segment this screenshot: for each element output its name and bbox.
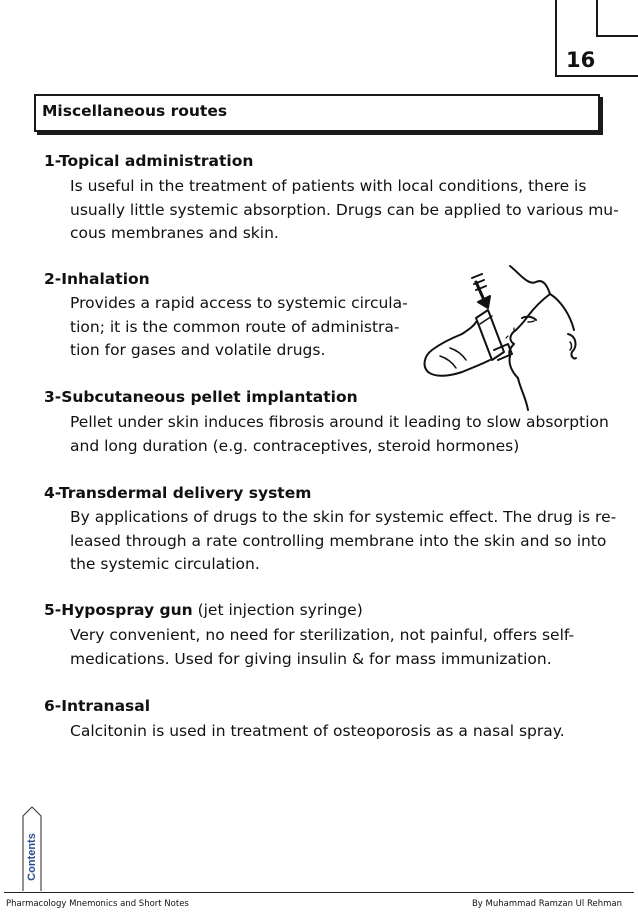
route-heading-intranasal [44, 696, 150, 717]
body-line: the systemic circulation. [70, 555, 260, 573]
route-heading-text: 4-Transdermal delivery system [44, 484, 312, 502]
route-heading-transdermal [44, 483, 311, 504]
route-body-hypospray [70, 624, 574, 671]
route-heading-text: 3-Subcutaneous pellet implantation [44, 388, 358, 406]
inhaler-illustration [410, 264, 588, 412]
page-number: 16 [566, 48, 596, 72]
contents-tab[interactable] [22, 806, 42, 892]
route-heading-text: 2-Inhalation [44, 270, 150, 288]
body-line: Very convenient, no need for sterilization, not painful, offers self- [70, 626, 575, 644]
footer-divider [4, 892, 634, 893]
route-heading-text: 1-Topical administration [44, 152, 254, 170]
route-body-intranasal [70, 720, 565, 744]
body-line: Pellet under skin induces fibrosis around it leading to slow absorption [70, 413, 609, 431]
route-heading-inhalation [44, 269, 150, 290]
body-line: medications. Used for giving insulin & for mass immunization. [70, 649, 552, 668]
contents-tab-label: Contents [26, 833, 38, 881]
body-line: tion for gases and volatile drugs. [70, 341, 326, 359]
page-corner-inner-horizontal [596, 35, 638, 37]
body-line: tion; it is the common route of administra- [70, 317, 400, 336]
route-heading-topical [44, 151, 253, 172]
route-body-subcutaneous [70, 411, 609, 458]
body-line: leased through a rate controlling membrane into the skin and so into [70, 531, 607, 550]
body-line: usually little systemic absorption. Drugs can be applied to various mu- [70, 200, 619, 219]
route-heading-note: (jet injection syringe) [192, 601, 363, 619]
footer-author: By Muhammad Ramzan Ul Rehman [471, 899, 622, 909]
footer-book-title: Pharmacology Mnemonics and Short Notes [6, 899, 189, 909]
body-line: By applications of drugs to the skin for systemic effect. The drug is re- [70, 508, 617, 526]
page-corner-inner-vertical [596, 0, 598, 36]
route-heading-text: 5-Hypospray gun [44, 601, 193, 619]
page-corner-border-vertical [555, 0, 557, 76]
inhaler-drawing-icon [410, 264, 588, 412]
body-line: cous membranes and skin. [70, 224, 279, 242]
route-body-transdermal [70, 506, 616, 577]
body-line: and long duration (e.g. contraceptives, steroid hormones) [70, 436, 520, 455]
section-header-box [34, 94, 600, 132]
route-heading-text: 6-Intranasal [44, 697, 151, 715]
body-line: Provides a rapid access to systemic circula- [70, 294, 408, 312]
route-body-inhalation [70, 292, 408, 363]
route-body-topical [70, 175, 619, 246]
page-corner-border-horizontal [555, 75, 638, 77]
route-heading-subcutaneous [44, 387, 358, 408]
body-line: Calcitonin is used in treatment of osteoporosis as a nasal spray. [70, 722, 565, 740]
body-line: Is useful in the treatment of patients with local conditions, there is [70, 177, 587, 195]
route-heading-hypospray [44, 600, 363, 621]
section-title: Miscellaneous routes [42, 102, 228, 120]
